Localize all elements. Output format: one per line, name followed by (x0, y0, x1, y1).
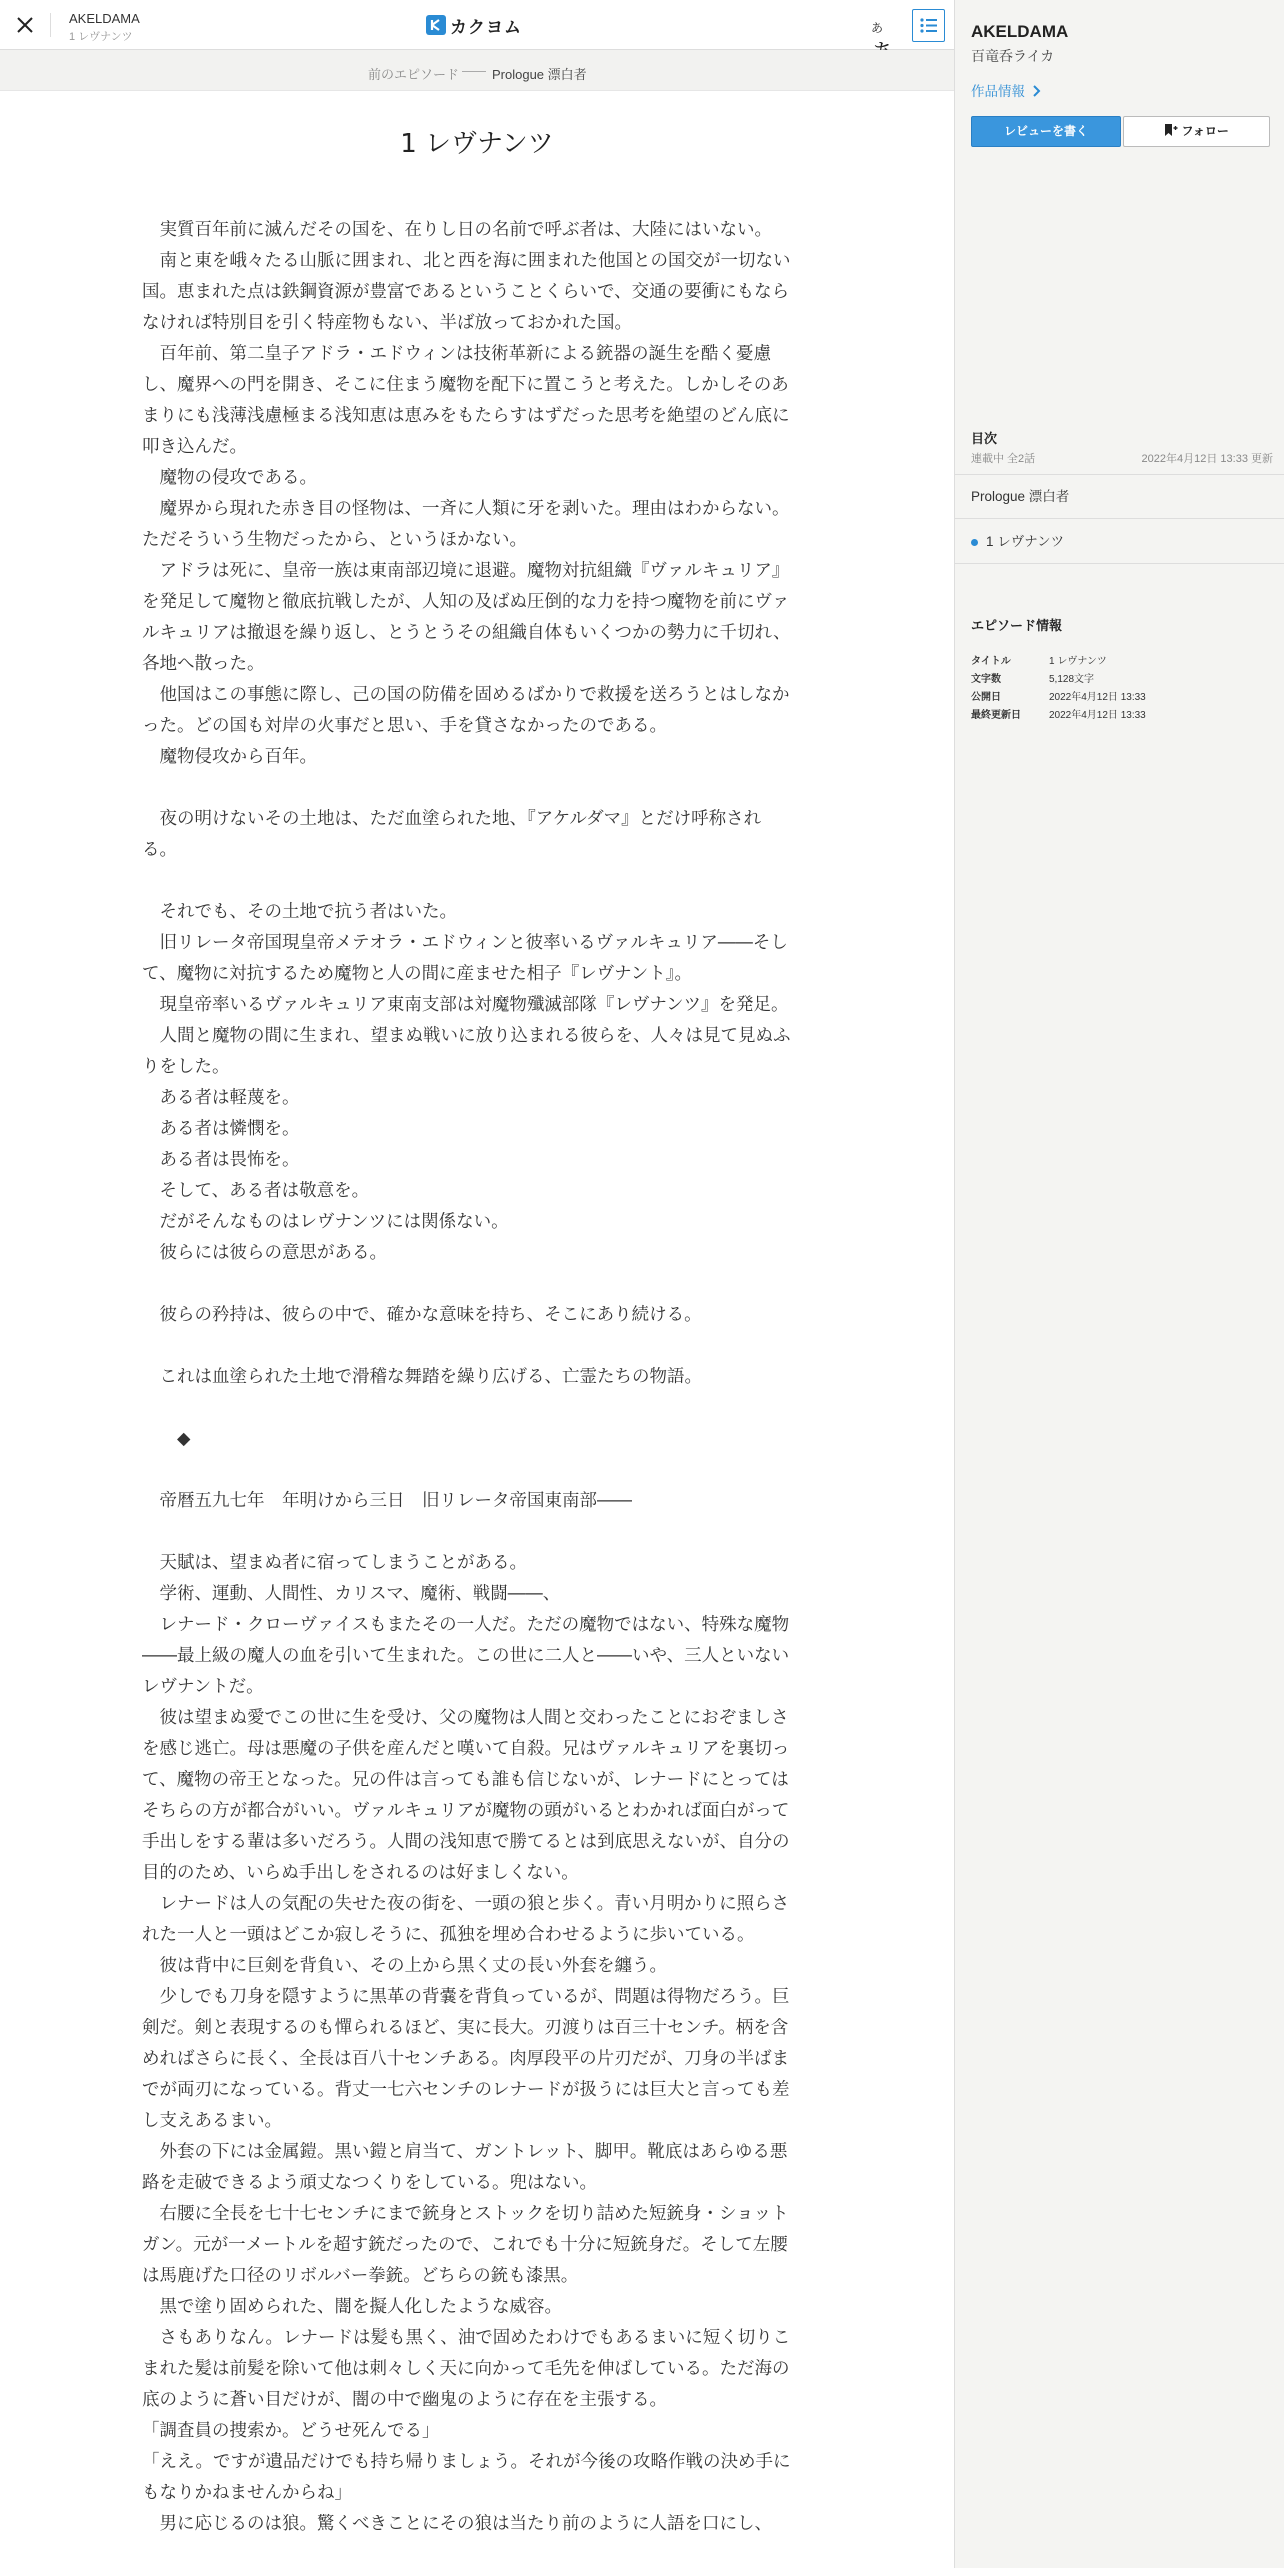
follow-label: フォロー (1181, 124, 1229, 138)
info-row (971, 652, 1146, 670)
work-title[interactable]: AKELDAMA (69, 11, 140, 26)
blank-line (142, 1455, 794, 1486)
kakuyomu-logo-icon (426, 15, 446, 35)
paragraph: 外套の下には金属鎧。黒い鎧と肩当て、ガントレット、脚甲。靴底はあらゆる悪路を走破できるよう頑丈なつくりをしている。兜はない。 (142, 2142, 788, 2193)
current-episode-dot-icon (971, 539, 978, 546)
toc-item-label: 1 レヴナンツ (986, 534, 1065, 549)
paragraph: 夜の明けないその土地は、ただ血塗られた地、『アケルダマ』とだけ呼称される。 (142, 809, 762, 860)
toc-item-label: Prologue 漂白者 (971, 489, 1070, 504)
paragraph: そして、ある者は敬意を。 (142, 1181, 370, 1201)
toc-toggle-button[interactable] (912, 9, 945, 42)
paragraph: だがそんなものはレヴナンツには関係ない。 (142, 1212, 509, 1232)
blank-line (142, 1393, 794, 1424)
paragraph: ある者は軽蔑を。 (142, 1088, 300, 1108)
blank-line (142, 1269, 794, 1300)
paragraph: 男に応じるのは狼。驚くべきことにその狼は当たり前のように人語を口にし、 (142, 2514, 772, 2534)
toc-heading: 目次 (971, 431, 998, 446)
font-size-button[interactable] (871, 12, 899, 38)
paragraph: 百年前、第二皇子アドラ・エドウィンは技術革新による銃器の誕生を酷く憂慮し、魔界への門を開き、そこに住まう魔物を配下に置こうと考えた。しかしそのあまりにも浅薄浅慮極まる浅知恵は恵みをもたらすはずだった思考を絶望のどん底に叩き込んだ。 (142, 344, 790, 457)
paragraph: 魔物の侵攻である。 (142, 468, 317, 488)
paragraph: 少しでも刀身を隠すように黒革の背嚢を背負っているが、問題は得物だろう。巨剣だ。剣と表現するのも憚られるほど、実に長大。刃渡りは百三十センチ。柄を含めればさらに長く、全長は百八十センチある。肉厚段平の片刃だが、刀身の半ばまでが両刃になっている。背丈一七六センチのレナードが扱うには巨大と言っても差し支えあるまい。 (142, 1987, 790, 2131)
list-icon (913, 10, 944, 41)
info-key: 公開日 (971, 692, 1001, 703)
paragraph: 彼らには彼らの意思がある。 (142, 1243, 387, 1263)
prev-episode-label: 前のエピソード (368, 67, 460, 82)
info-row (971, 670, 1146, 688)
info-value: 2022年4月12日 13:33 (1049, 710, 1146, 721)
info-key: 最終更新日 (971, 710, 1021, 721)
paragraph: レナード・クローヴァイスもまたその一人だ。ただの魔物ではない、特殊な魔物――最上級の魔人の血を引いて生まれた。この世に二人と――いや、三人といないレヴナントだ。 (142, 1615, 790, 1697)
paragraph: ある者は憐憫を。 (142, 1119, 300, 1139)
paragraph: 魔界から現れた赤き目の怪物は、一斉に人類に牙を剥いた。理由はわからない。ただそういう生物だったから、というほかない。 (142, 499, 790, 550)
write-review-button[interactable]: レビューを書く (971, 116, 1121, 147)
paragraph: それでも、その土地で抗う者はいた。 (142, 902, 457, 922)
current-episode-title: 1 レヴナンツ (69, 31, 133, 43)
blank-line (142, 866, 794, 897)
serial-status: 連載中 全2話 (971, 453, 1036, 465)
episode-body (142, 215, 794, 2540)
follow-button[interactable] (1123, 116, 1270, 147)
work-info-link[interactable] (971, 80, 1042, 100)
paragraph: アドラは死に、皇帝一族は東南部辺境に退避。魔物対抗組織『ヴァルキュリア』を発足して魔物と徹底抗戦したが、人知の及ばぬ圧倒的な力を持つ魔物を前にヴァルキュリアは撤退を繰り返し、とうとうその組織自体もいくつかの勢力に千切れ、各地へ散った。 (142, 561, 791, 674)
brand-name: カクヨム (450, 17, 522, 37)
paragraph: 魔物侵攻から百年。 (142, 747, 317, 767)
prev-episode-link[interactable]: Prologue 漂白者 (492, 67, 587, 82)
close-icon[interactable] (10, 10, 40, 40)
paragraph: 人間と魔物の間に生まれ、望まぬ戦いに放り込まれる彼らを、人々は見て見ぬふりをした。 (142, 1026, 791, 1077)
paragraph: 黒で塗り固められた、闇を擬人化したような威容。 (142, 2297, 562, 2317)
episode-title: 1 レヴナンツ (400, 129, 554, 159)
chevron-right-icon (1032, 85, 1042, 97)
paragraph: 彼は望まぬ愛でこの世に生を受け、父の魔物は人間と交わったことにおぞましさを感じ逃亡。母は悪魔の子供を産んだと嘆いて自殺。兄はヴァルキュリアを裏切って、魔物の帝王となった。兄の件は言っても誰も信じないが、レナードにとってはそちらの方が都合がいい。ヴァルキュリアが魔物の頭がいるとわかれば面白がって手出しをする輩は多いだろう。人間の浅知恵で勝てるとは到底思えないが、自分の目的のため、いらぬ手出しをされるのは好ましくない。 (142, 1708, 790, 1883)
sidebar-work-title[interactable]: AKELDAMA (971, 22, 1069, 41)
paragraph: さもありなん。レナードは髪も黒く、油で固めたわけでもあるまいに短く切りこまれた髪は前髪を除いて他は刺々しく天に向かって毛先を伸ばしている。ただ海の底のように蒼い目だけが、闇の中で幽鬼のように存在を主張する。 (142, 2328, 791, 2410)
blank-line (142, 773, 794, 804)
paragraph: レナードは人の気配の失せた夜の街を、一頭の狼と歩く。青い月明かりに照らされた一人と一頭はどこか寂しそうに、孤独を埋め合わせるように歩いている。 (142, 1894, 790, 1945)
font-size-small-glyph: あ (871, 21, 884, 35)
paragraph: ある者は畏怖を。 (142, 1150, 300, 1170)
info-value: 1 レヴナンツ (1049, 656, 1107, 667)
paragraph: ◆ (142, 1429, 191, 1449)
blank-line (142, 1331, 794, 1362)
top-bar (0, 0, 954, 50)
paragraph: 現皇帝率いるヴァルキュリア東南支部は対魔物殲滅部隊『レヴナンツ』を発足。 (142, 995, 789, 1015)
paragraph: 「ええ。ですが遺品だけでも持ち帰りましょう。それが今後の攻略作戦の決め手にもなりかねませんからね」 (142, 2452, 791, 2503)
info-key: 文字数 (971, 674, 1001, 685)
paragraph: 旧リレータ帝国現皇帝メテオラ・エドウィンと彼率いるヴァルキュリア――そして、魔物に対抗するため魔物と人の間に産ませた相子『レヴナント』。 (142, 933, 788, 984)
paragraph: 他国はこの事態に際し、己の国の防備を固めるばかりで救援を送ろうとはしなかった。どの国も対岸の火事だと思い、手を貸さなかったのである。 (142, 685, 790, 736)
paragraph: 天賦は、望まぬ者に宿ってしまうことがある。 (142, 1553, 527, 1573)
paragraph: 学術、運動、人間性、カリスマ、魔術、戦闘――、 (142, 1584, 561, 1604)
author-name[interactable]: 百竜呑ライカ (971, 48, 1055, 64)
paragraph: 帝暦五九七年 年明けから三日 旧リレータ帝国東南部―― (142, 1491, 632, 1511)
bookmark-plus-icon (1164, 124, 1178, 136)
site-logo[interactable] (426, 13, 522, 37)
paragraph: 右腰に全長を七十七センチにまで銃身とストックを切り詰めた短銃身・ショットガン。元が一メートルを超す銃だったので、これでも十分に短銃身だ。そして左腰は馬鹿げた口径のリボルバー拳銃。どちらの銃も漆黒。 (142, 2204, 789, 2286)
episode-info-table (971, 652, 1146, 724)
paragraph: 「調査員の捜索か。どうせ死んでる」 (142, 2421, 440, 2441)
work-info-label: 作品情報 (971, 84, 1025, 99)
paragraph: 彼らの矜持は、彼らの中で、確かな意味を持ち、そこにあり続ける。 (142, 1305, 702, 1325)
info-value: 2022年4月12日 13:33 (1049, 692, 1146, 703)
toc-item-prologue[interactable] (955, 475, 1284, 519)
info-row (971, 706, 1146, 724)
paragraph: 彼は背中に巨剣を背負い、その上から黒く丈の長い外套を纏う。 (142, 1956, 667, 1976)
paragraph: 南と東を峨々たる山脈に囲まれ、北と西を海に囲まれた他国との国交が一切ない国。恵まれた点は鉄鋼資源が豊富であるということくらいで、交通の要衝にもならなければ特別目を引く特産物もない、半ば放っておかれた国。 (142, 251, 791, 333)
paragraph: 実質百年前に滅んだその国を、在りし日の名前で呼ぶ者は、大陸にはいない。 (142, 220, 772, 240)
info-key: タイトル (971, 656, 1011, 667)
divider (50, 13, 51, 37)
episode-info-heading: エピソード情報 (971, 618, 1063, 633)
nav-divider (462, 71, 486, 72)
episode-nav (0, 50, 954, 91)
last-updated: 2022年4月12日 13:33 更新 (1141, 453, 1273, 465)
blank-line (142, 1517, 794, 1548)
toc-item-current[interactable] (955, 520, 1284, 564)
sidebar (954, 0, 1284, 2568)
episode-content (0, 91, 954, 2568)
info-row (971, 688, 1146, 706)
paragraph: これは血塗られた土地で滑稽な舞踏を繰り広げる、亡霊たちの物語。 (142, 1367, 702, 1387)
info-value: 5,128文字 (1049, 674, 1095, 685)
